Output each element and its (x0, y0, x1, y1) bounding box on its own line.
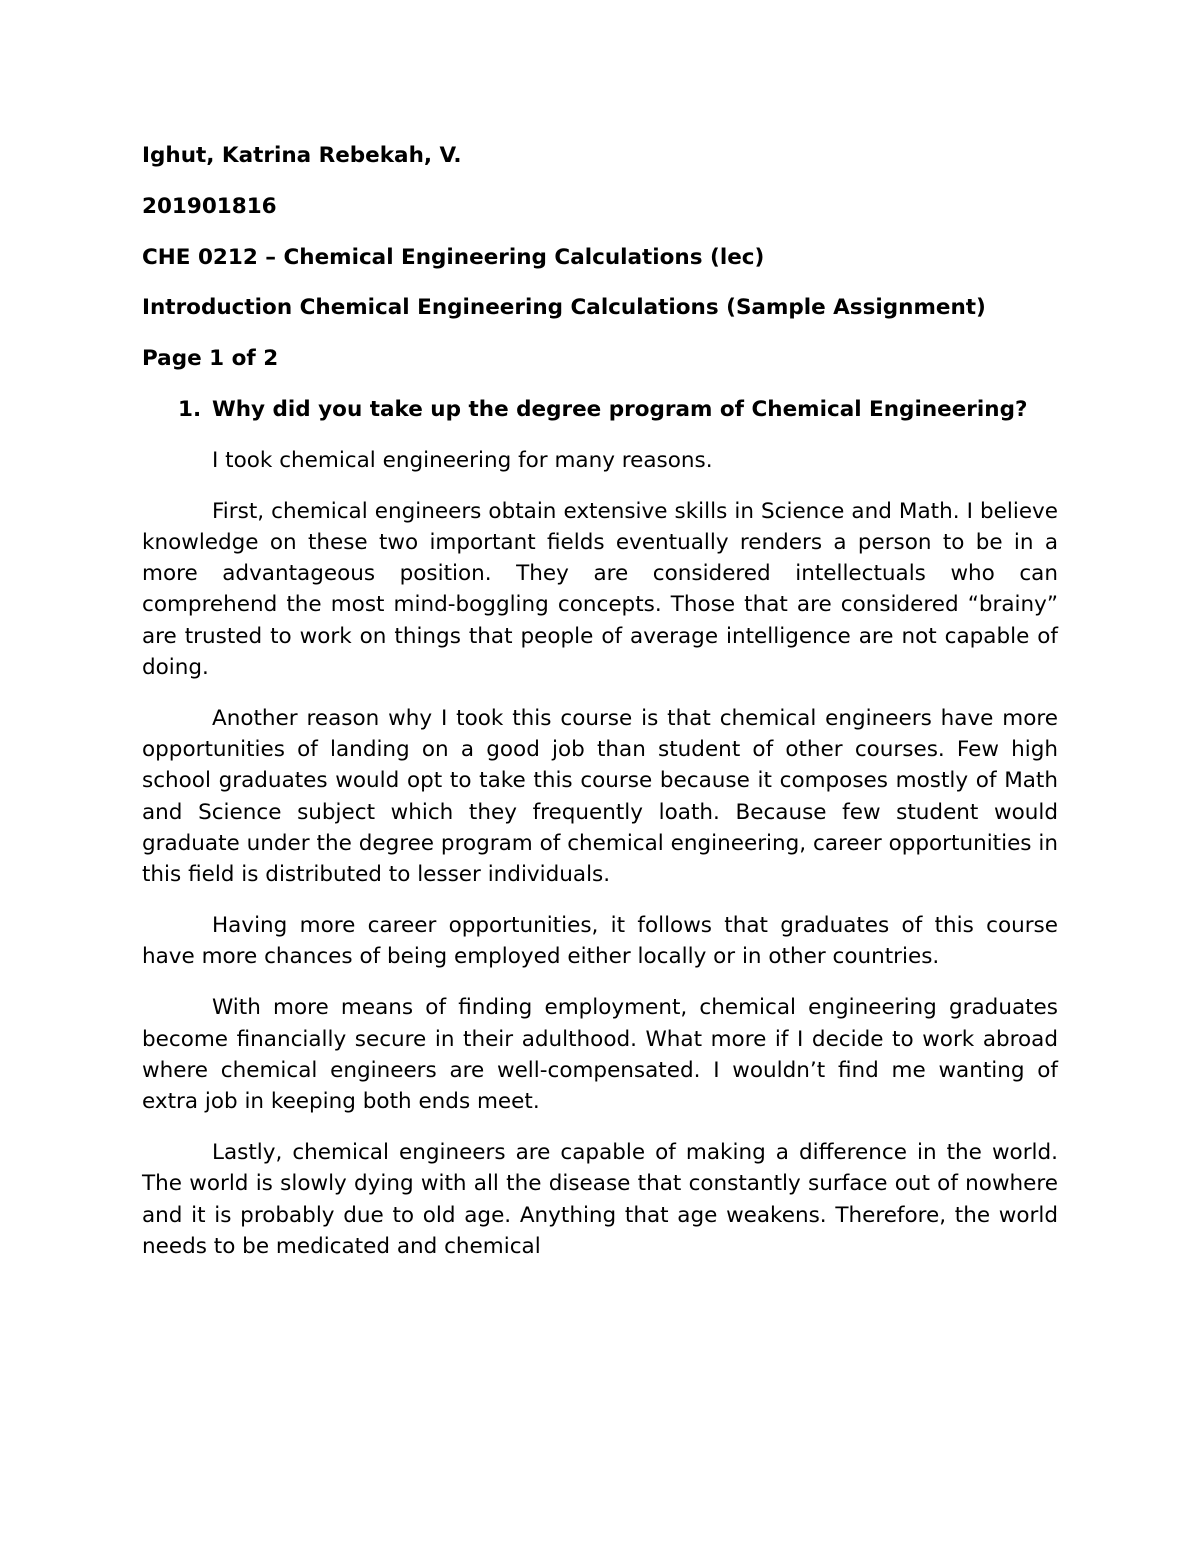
answer-paragraph: Another reason why I took this course is that chemical engineers have more opportunities of landing on a good job than student of other courses. Few high school graduates would opt to take this course because it composes mostly of Math and Science subject which they frequently loath. Because few student would graduate under the degree program of chemical engineering, career opportunities in this field is distributed to lesser individuals. (142, 705, 1058, 888)
answer-paragraph: First, chemical engineers obtain extensive skills in Science and Math. I believe knowledge on these two important fields eventually renders a person to be in a more advantageous position. They are considered intellectuals who can comprehend the most mind-boggling concepts. Those that are considered “brainy” are trusted to work on things that people of average intelligence are not capable of doing. (142, 498, 1058, 681)
answer-paragraph: Having more career opportunities, it follows that graduates of this course have more chances of being employed either locally or in other countries. (142, 913, 1058, 970)
question-item (142, 394, 1058, 425)
student-name: Ighut, Katrina Rebekah, V. (142, 143, 462, 168)
student-id: 201901816 (142, 193, 277, 219)
document-page (142, 140, 1058, 1282)
answer-intro: I took chemical engineering for many reasons. (212, 447, 713, 473)
answer-paragraph: Lastly, chemical engineers are capable of making a difference in the world. The world is slowly dying with all the disease that constantly surface out of nowhere and it is probably due to old age. Anything that age weakens. Therefore, the world needs to be medicated and chemical (142, 1139, 1058, 1259)
question-text: Why did you take up the degree program of Chemical Engineering? (212, 396, 1028, 422)
answer-block (142, 445, 1058, 1262)
page-indicator: Page 1 of 2 (142, 346, 279, 372)
answer-paragraph: With more means of finding employment, chemical engineering graduates become financially secure in their adulthood. What more if I decide to work abroad where chemical engineers are well-compensated. I wouldn’t find me wanting of extra job in keeping both ends meet. (142, 995, 1058, 1115)
question-number: 1. (178, 396, 202, 422)
assignment-title: Introduction Chemical Engineering Calculations (Sample Assignment) (142, 295, 986, 321)
course-title: CHE 0212 – Chemical Engineering Calculations (lec) (142, 244, 765, 270)
